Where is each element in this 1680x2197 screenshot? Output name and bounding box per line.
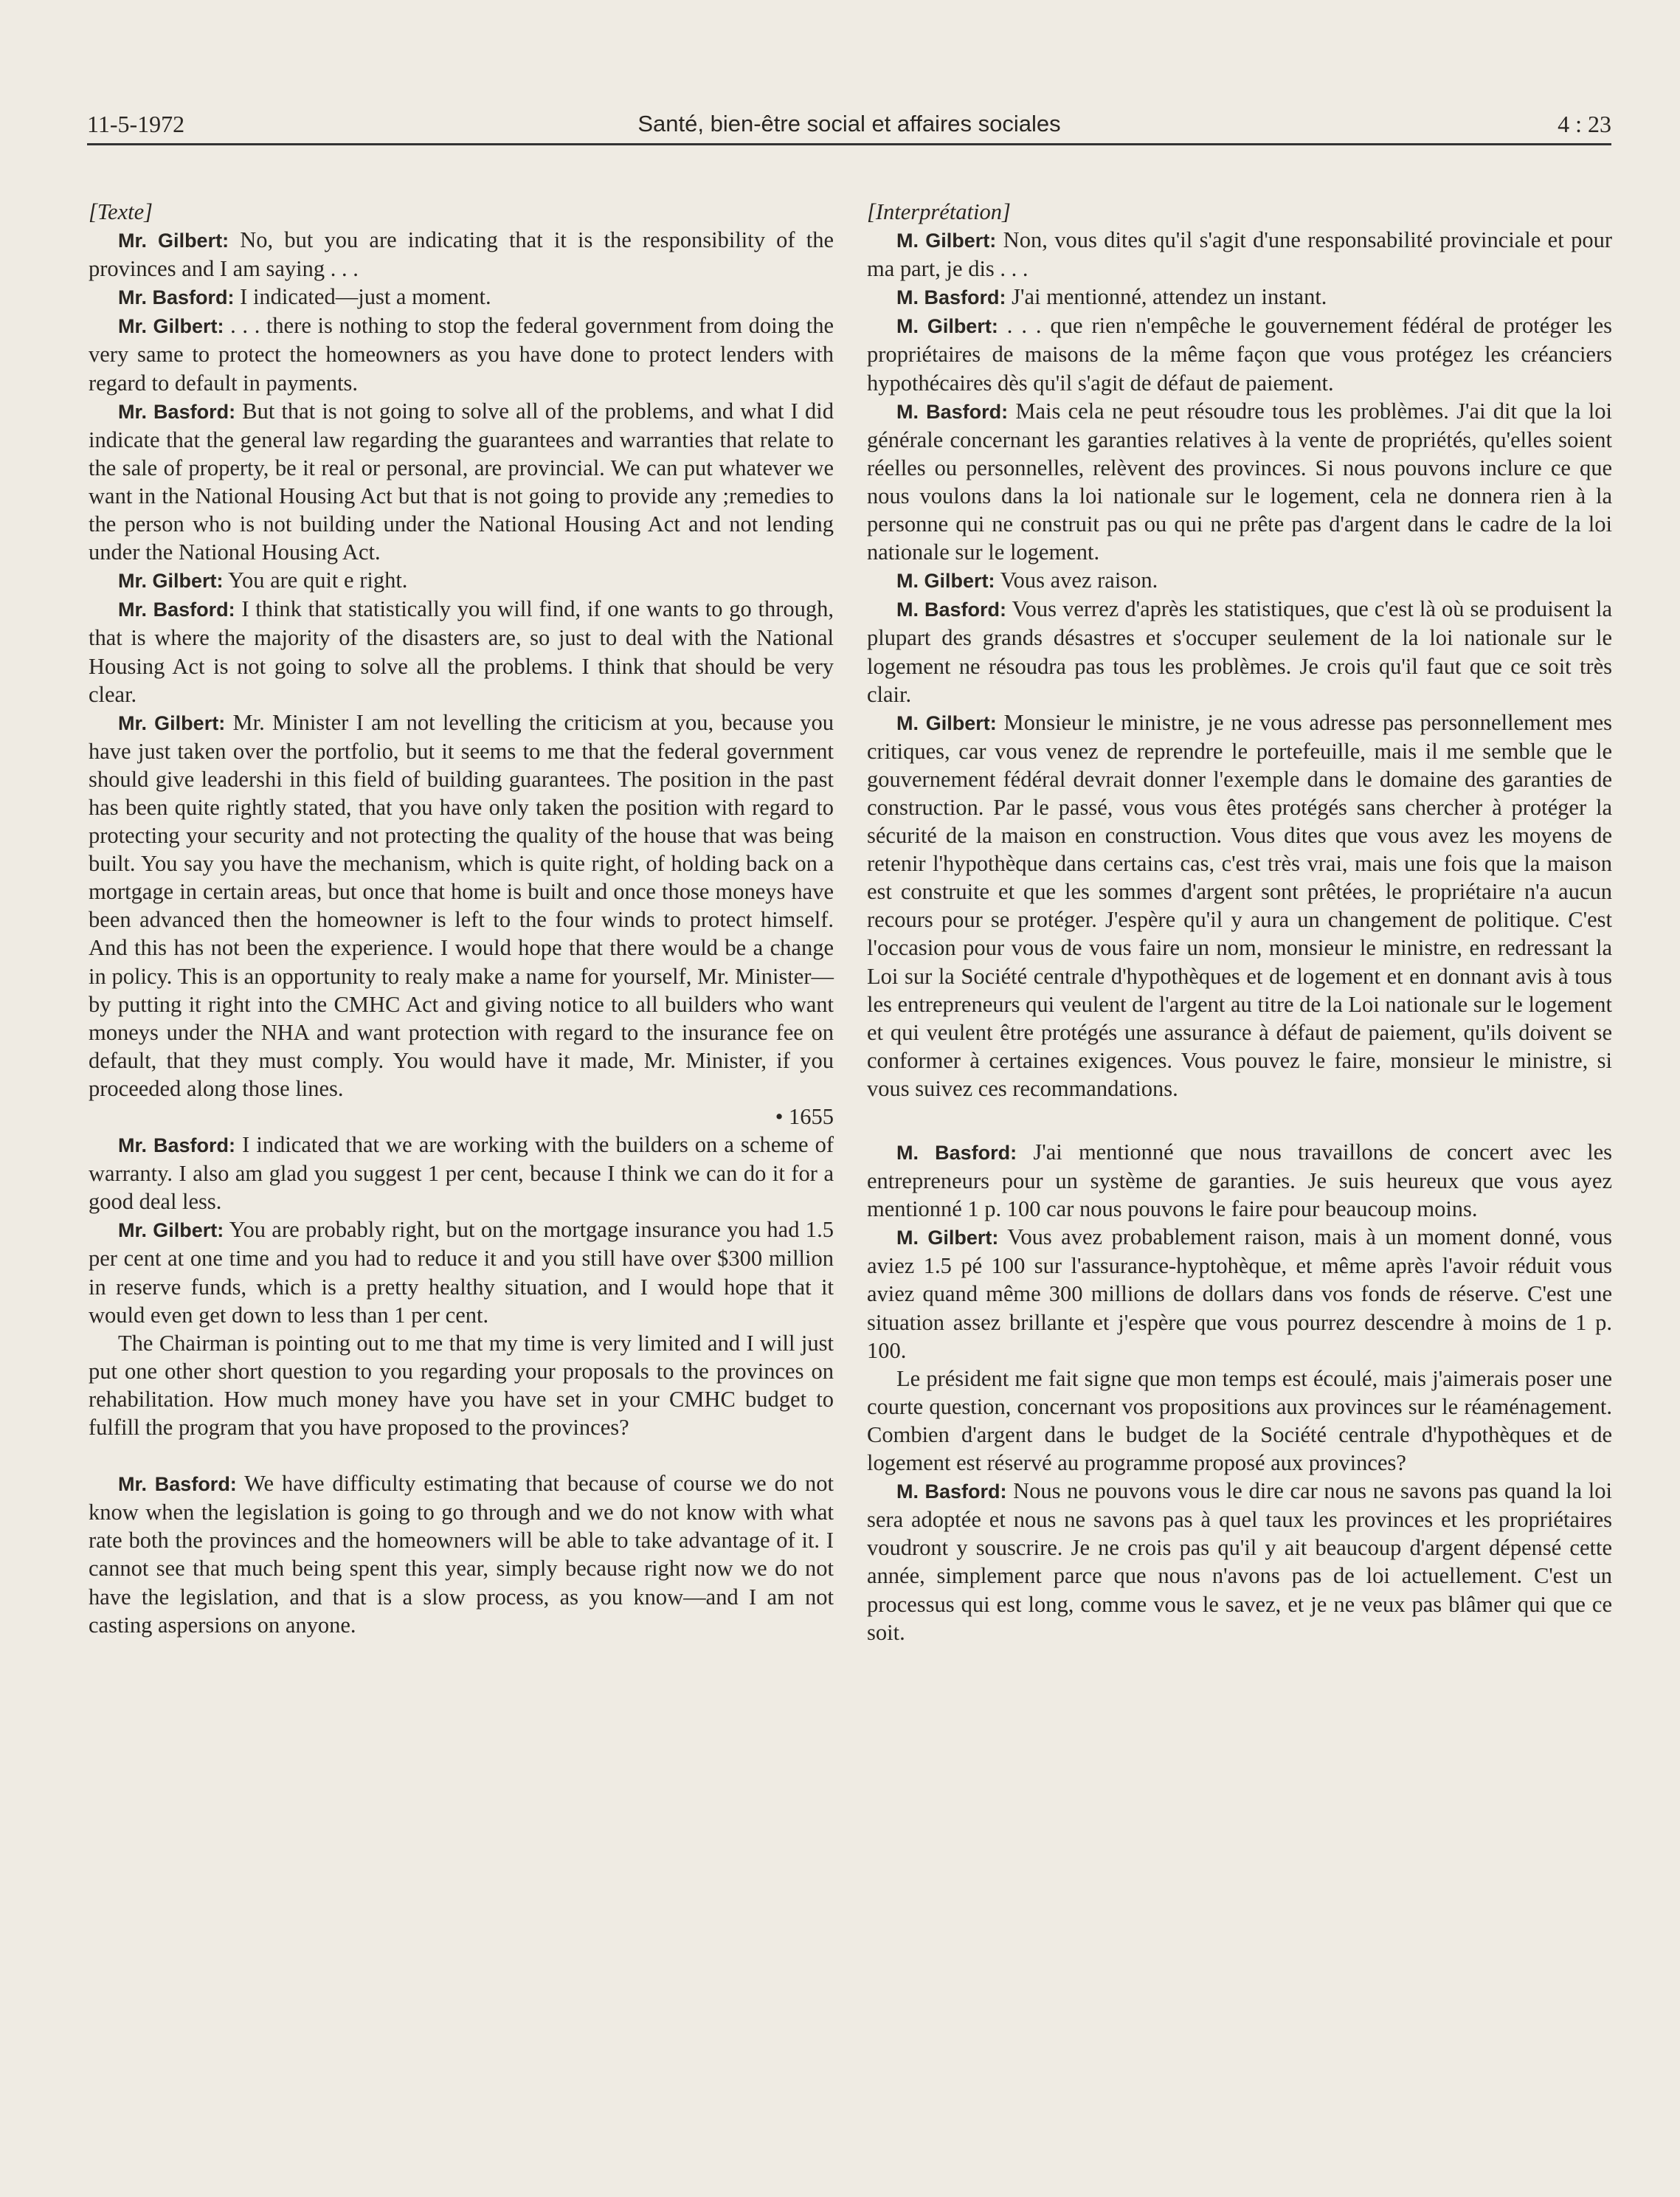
speaker-label: M. Gilbert: (896, 1227, 999, 1249)
speaker-label: Mr. Basford: (118, 286, 235, 309)
speech-text: Nous ne pouvons vous le dire car nous ne savons pas quand la loi sera adoptée et nous ne savons pas à quel taux les provinces et les propriétaires voudront y souscrire. Je ne crois pas qu'il y ait beaucoup d'argent dépensé cette année, simplement parce que nous n'avons pas de loi actuellement. C'est un processus qui est long, comme vous le savez, et je ne veux pas blâmer qui que ce soit. (867, 1478, 1613, 1645)
paragraph (89, 1131, 834, 1215)
speaker-label: Mr. Gilbert: (118, 1219, 224, 1242)
speech-text: But that is not going to solve all of the problems, and what I did indicate that the general law regarding the guarantees and warranties that relate to the sale of property, be it real or personal, are provincial. We can put whatever we want in the National Housing Act but that is not going to provide any ;remedies to the person who is not building under the National Housing Act and not lending under the National Housing Act. (89, 398, 834, 565)
paragraph (89, 708, 834, 1103)
paragraph (89, 226, 834, 283)
speech-text: Vous avez raison. (995, 568, 1158, 593)
paragraph (867, 1223, 1612, 1364)
speech-text: No, but you are indicating that it is the responsibility of the provinces and I am saying . . . (89, 227, 834, 282)
speaker-label: M. Gilbert: (896, 230, 997, 252)
paragraph (89, 595, 834, 708)
page-header (87, 111, 1611, 145)
paragraph (867, 226, 1612, 283)
paragraph (867, 283, 1612, 311)
french-paragraphs (867, 226, 1612, 1646)
speech-text: . . . there is nothing to stop the federal government from doing the very same to protect the homeowners as you have done to protect lenders with regard to default in payments. (89, 313, 834, 396)
paragraph (89, 283, 834, 311)
speaker-label: M. Gilbert: (896, 711, 997, 734)
paragraph (867, 1138, 1612, 1223)
speaker-label: Mr. Basford: (118, 1134, 235, 1157)
speech-text: I think that statistically you will find, if one wants to go through, that is where the majority of the disasters are, so just to deal with the National Housing Act is not going to solve all the problems. I think that should be very clear. (89, 596, 834, 707)
paragraph (89, 566, 834, 595)
speaker-label: M. Gilbert: (896, 570, 995, 593)
speaker-label: Mr. Gilbert: (118, 570, 224, 593)
speech-text: You are probably right, but on the mortgage insurance you had 1.5 per cent at one time and you had to reduce it and you still have over $300 million in reserve funds, which is a pretty healthy situation, and I would hope that it would even get down to less than 1 per cent. (89, 1217, 834, 1328)
paragraph (867, 1477, 1612, 1646)
spacer (867, 1103, 1612, 1138)
speaker-label: M. Basford: (896, 599, 1006, 621)
speech-text: Mais cela ne peut résoudre tous les problèmes. J'ai dit que la loi générale concernant les garanties relatives à la vente de propriétés, qu'elles soient réelles ou personnelles, relèvent des provinces. Si nous pouvons inclure ce que nous voulons dans la loi nationale sur le logement, cela ne donnera rien à la personne qui ne construit pas ou qui ne prête pas d'argent dans le cadre de la loi nationale sur le logement. (867, 398, 1612, 565)
paragraph (89, 397, 834, 567)
paragraph (867, 311, 1612, 396)
paragraph (89, 1329, 834, 1441)
speech-text: Mr. Minister I am not levelling the criticism at you, because you have just taken over the portfolio, but it seems to me that the federal government should give leadershi in this field of building guarantees. The position in the past has been quite rightly stated, that you have only taken the position with regard to protecting your security and not protecting the quality of the house that was being built. You say you have the mechanism, which is quite right, of holding back on a mortgage in certain areas, but once that home is built and once those moneys have been advanced then the homeowner is left to the four winds to protect himself. And this has not been the experience. I would hope that there would be a change in policy. This is an opportunity to realy make a name for yourself, Mr. Minister—by putting it right into the CMHC Act and giving notice to all builders who want moneys under the NHA and want protection with regard to the insurance fee on default, that they must comply. You would have it made, Mr. Minister, if you proceeded along those lines. (89, 709, 834, 1101)
french-column (867, 198, 1612, 1646)
speech-text: You are quit e right. (223, 568, 408, 593)
speech-text: We have difficulty estimating that because of course we do not know when the legislation is going to go through and we do not know with what rate both the provinces and the homeowners will be able to take advantage of it. I cannot see that much being spent this year, simply because right now we do not have the legislation, and that is a slow process, as you know—and I am not casting aspersions on anyone. (89, 1471, 834, 1638)
speaker-label: M. Gilbert: (896, 315, 998, 338)
paragraph (867, 566, 1612, 595)
speech-text: Vous avez probablement raison, mais à un moment donné, vous aviez 1.5 pé 100 sur l'assurance-hyptohèque, et même après l'avoir réduit vous aviez quand même 300 millions de dollars dans vos fonds de réserve. C'est une situation assez brillante et j'espère que vous pourrez descendre à moins de 1 p. 100. (867, 1224, 1612, 1363)
english-column (89, 198, 834, 1639)
header-date: 11-5-1972 (87, 111, 185, 137)
paragraph (89, 1215, 834, 1328)
english-paragraphs (89, 226, 834, 1639)
header-title: Santé, bien-être social et affaires sociales (637, 111, 1061, 137)
speech-text: I indicated—just a moment. (234, 284, 491, 310)
speaker-label: Mr. Gilbert: (118, 711, 226, 734)
speaker-label: Mr. Basford: (118, 400, 236, 423)
speech-text: . . . que rien n'empêche le gouvernement fédéral de protéger les propriétaires de maisons de la même façon que vous protégez les créanciers hypothécaires dès qu'il s'agit de défaut de paiement. (867, 313, 1613, 396)
speaker-label: M. Basford: (896, 400, 1009, 423)
speech-text: Monsieur le ministre, je ne vous adresse pas personnellement mes critiques, car vous venez de reprendre le portefeuille, mais il me semble que le gouvernement fédéral devrait donner l'exemple dans le domaine des garanties de construction. Par le passé, vous vous êtes protégés sans chercher à protéger la sécurité de la maison en construction. Vous dites que vous avez les moyens de retenir l'hypothèque dans certains cas, c'est très vrai, mais une fois que la maison est construite et que les sommes d'argent sont prêtées, le propriétaire n'a aucun recours pour se protéger. J'espère qu'il y aura un changement de politique. C'est l'occasion pour vous de vous faire un nom, monsieur le ministre, en redressant la Loi sur la Société centrale d'hypothèques et de logement et en donnant avis à tous les entrepreneurs qui veulent de l'argent au titre de la Loi nationale sur le logement et qui veulent être protégés une assurance à défaut de paiement, qu'ils doivent se conformer à certaines exigences. Vous pouvez le faire, monsieur le ministre, si vous suivez ces recommandations. (867, 709, 1612, 1101)
speech-text: Le président me fait signe que mon temps est écoulé, mais j'aimerais poser une courte question, concernant vos propositions aux provinces sur le réaménagement. Combien d'argent dans le budget de la Société centrale d'hypothèques et de logement est réservé au programme proposé aux provinces? (867, 1365, 1612, 1476)
spacer (89, 1441, 834, 1469)
paragraph (867, 1365, 1612, 1477)
speaker-label: Mr. Basford: (118, 599, 235, 621)
speaker-label: M. Basford: (896, 1480, 1007, 1503)
time-marker: • 1655 (775, 1104, 834, 1129)
paragraph (89, 1469, 834, 1639)
paragraph (89, 311, 834, 396)
speaker-label: Mr. Gilbert: (118, 315, 224, 338)
speaker-label: M. Basford: (896, 1142, 1017, 1164)
paragraph (867, 708, 1612, 1103)
speech-text: I indicated that we are working with the builders on a scheme of warranty. I also am glad you suggest 1 per cent, because I think we can do it for a good deal less. (89, 1132, 834, 1215)
paragraph (867, 397, 1612, 567)
speaker-label: Mr. Basford: (118, 1473, 237, 1496)
speaker-label: Mr. Gilbert: (118, 230, 229, 252)
section-label: [Interprétation] (867, 199, 1011, 224)
speech-text: J'ai mentionné, attendez un instant. (1006, 284, 1327, 310)
paragraph (867, 595, 1612, 708)
speech-text: J'ai mentionné que nous travaillons de concert avec les entrepreneurs pour un système de garanties. Je suis heureux que vous ayez mentionné 1 p. 100 car nous pouvons le faire pour beaucoup moins. (867, 1139, 1612, 1222)
speech-text: Non, vous dites qu'il s'agit d'une responsabilité provinciale et pour ma part, je dis . . . (867, 227, 1612, 282)
speech-text: Vous verrez d'après les statistiques, que c'est là où se produisent la plupart des grands désastres et s'occuper seulement de la loi nationale sur le logement ne résoudra pas tous les problèmes. Je crois qu'il faut que ce soit très clair. (867, 596, 1613, 707)
page-number: 4 : 23 (1558, 111, 1611, 137)
section-label: [Texte] (89, 199, 153, 224)
speaker-label: M. Basford: (896, 286, 1006, 309)
speech-text: The Chairman is pointing out to me that my time is very limited and I will just put one other short question to you regarding your proposals to the provinces on rehabilitation. How much money have you have set in your CMHC budget to fulfill the program that you have proposed to the provinces? (89, 1330, 834, 1441)
